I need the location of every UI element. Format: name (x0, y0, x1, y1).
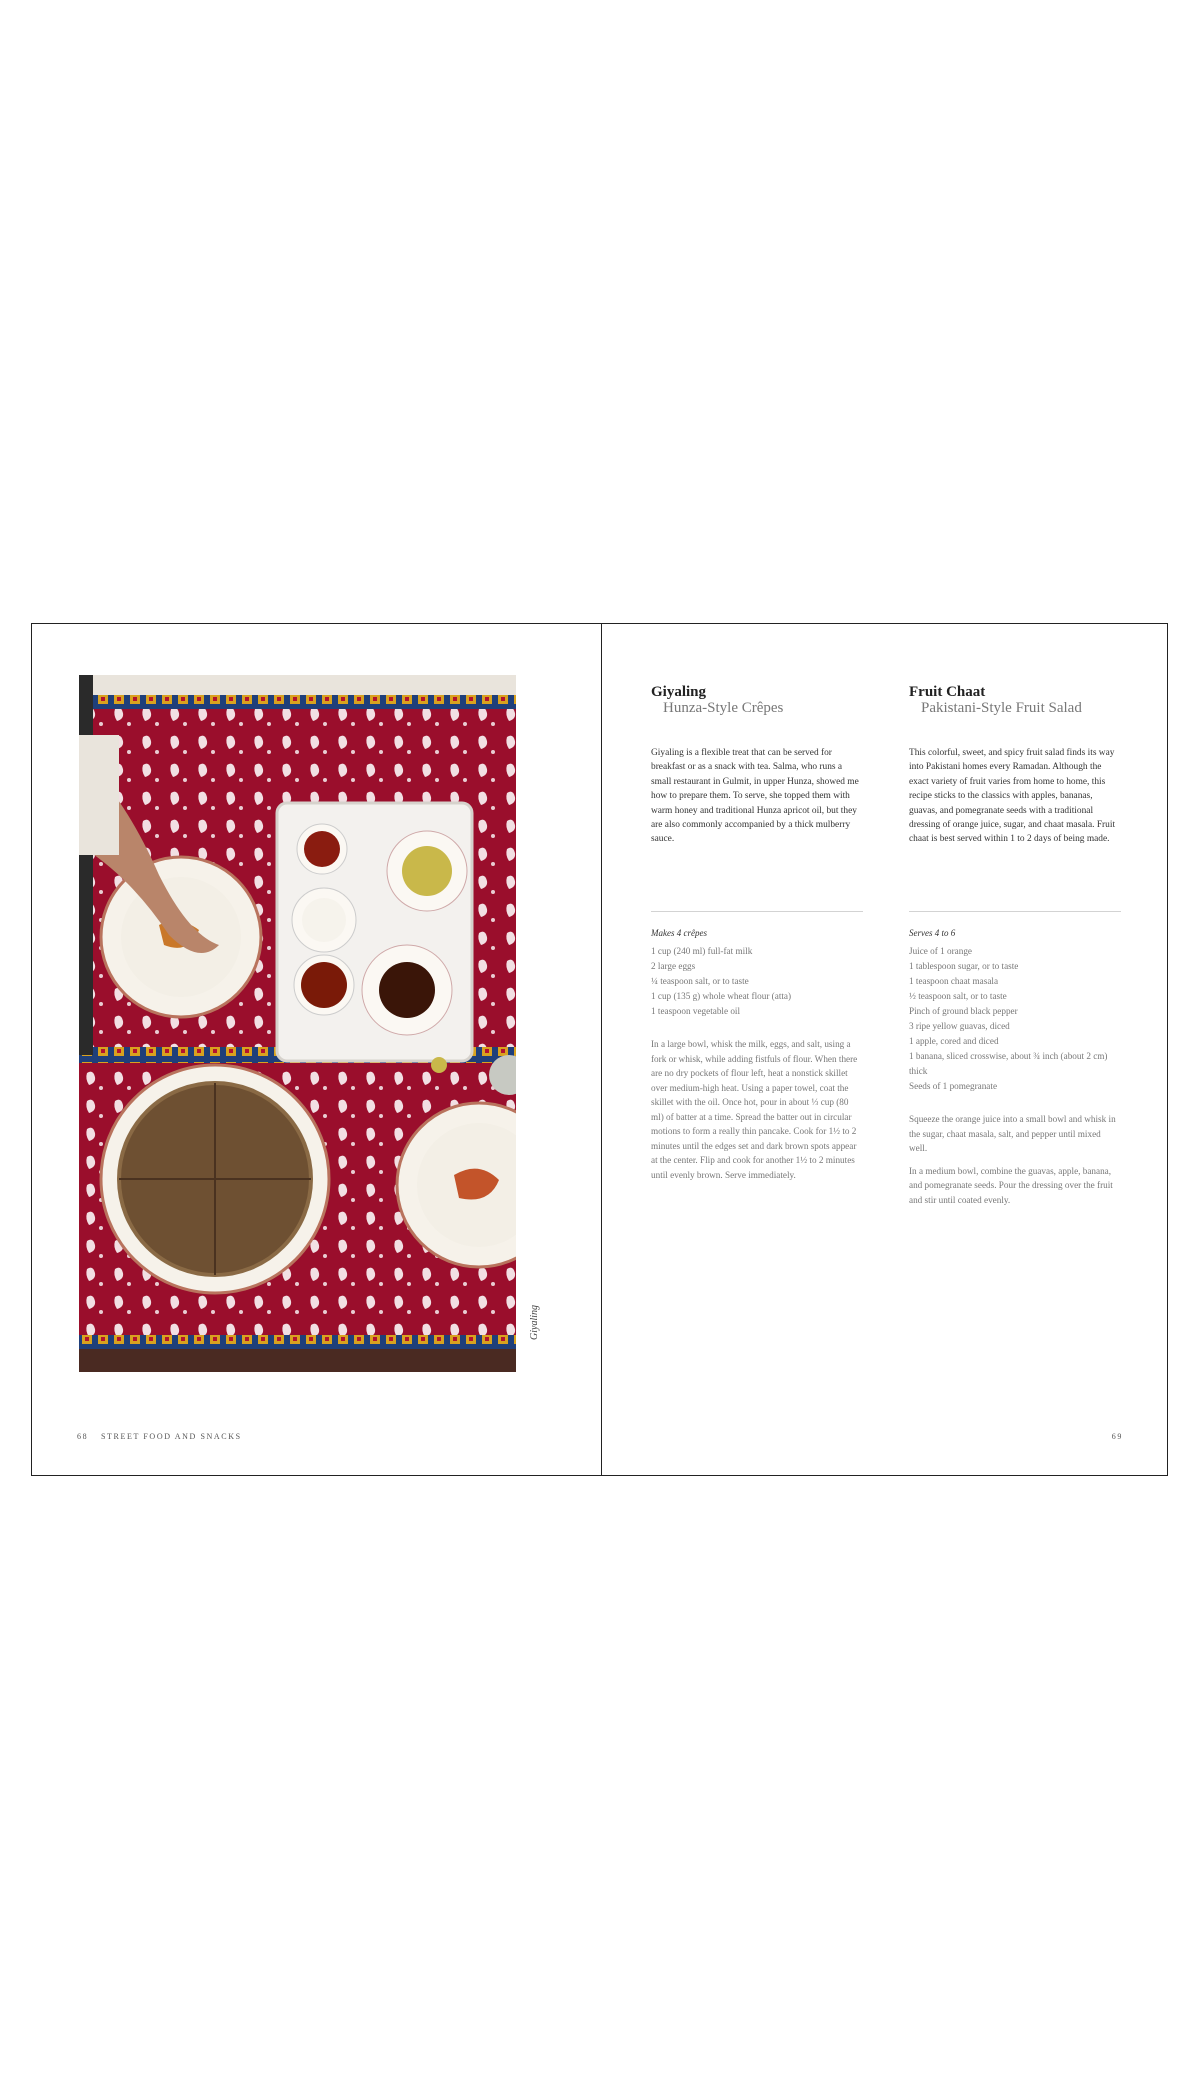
page-number-right: 69 (1111, 1432, 1123, 1441)
ingredient-item: 3 ripe yellow guavas, diced (909, 1021, 1010, 1031)
recipe-title: Giyaling (651, 684, 707, 700)
recipe-subtitle: Pakistani-Style Fruit Salad (921, 700, 1082, 716)
ingredient-item: 1 cup (135 g) whole wheat flour (atta) (651, 991, 792, 1001)
ingredient-item: 1 cup (240 ml) full-fat milk (651, 946, 753, 956)
ingredient-item: 1 apple, cored and diced (909, 1036, 999, 1046)
recipe-subtitle: Hunza-Style Crêpes (663, 700, 784, 716)
method-paragraph: In a medium bowl, combine the guavas, apple, banana, and pomegranate seeds. Pour the dressing over the fruit and stir until coated evenly. (909, 1165, 1113, 1205)
recipe-method (651, 1037, 863, 1182)
ingredient-list (651, 944, 863, 1019)
page-number-left: 68 (77, 1432, 89, 1441)
giyaling-photo (79, 675, 516, 1372)
ingredient-item: 1 teaspoon vegetable oil (651, 1006, 741, 1016)
photo-caption: Giyaling (529, 1305, 540, 1340)
ingredient-list (909, 944, 1121, 1094)
ingredient-item: 1 teaspoon chaat masala (909, 976, 999, 986)
method-paragraph: In a large bowl, whisk the milk, eggs, and salt, using a fork or whisk, while adding fistfuls of flour. When there are no dry pockets of flour left, heat a nonstick skillet over medium-high heat. Using a paper towel, coat the skillet with the oil. Once hot, pour in about ⅓ cup (80 ml) of batter at a time. Spread the batter out in circular motions to form a really thin pancake. Cook for 1½ to 2 minutes until the edges set and dark brown spots appear at the center. Flip and cook for another 1½ to 2 minutes until evenly brown. Serve immediately. (651, 1039, 858, 1180)
book-spread (31, 623, 1168, 1476)
section-title: STREET FOOD AND SNACKS (101, 1432, 242, 1441)
recipe-intro: This colorful, sweet, and spicy fruit salad finds its way into Pakistani homes every Ramadan. Although the exact variety of fruit varies from home to home, this recipe sticks to the classics with apples, bananas, guavas, and pomegranate seeds with a traditional dressing of orange juice, sugar, and chaat masala. Fruit chaat is best served within 1 to 2 days of being made. (909, 748, 1116, 845)
food-photo-illustration (79, 675, 516, 1372)
method-paragraph: Squeeze the orange juice into a small bowl and whisk in the sugar, chaat masala, salt, and pepper until mixed well. (909, 1114, 1116, 1153)
left-page (32, 624, 602, 1475)
recipe-fruit-chaat (909, 684, 1121, 1215)
divider (909, 911, 1121, 912)
ingredient-item: 1 banana, sliced crosswise, about ¾ inch (about 2 cm) thick (909, 1051, 1108, 1076)
right-page (601, 624, 1167, 1475)
recipe-method (909, 1112, 1121, 1207)
recipe-yield: Makes 4 crêpes (651, 928, 707, 938)
recipe-intro: Giyaling is a flexible treat that can be served for breakfast or as a snack with tea. Salma, who runs a small restaurant in Gulmit, in upper Hunza, showed me how to prepare them. To serve, she topped them with warm honey and traditional Hunza apricot oil, but they are also commonly accompanied by a thick mulberry sauce. (651, 748, 859, 845)
ingredient-item: Pinch of ground black pepper (909, 1006, 1018, 1016)
divider (651, 911, 863, 912)
ingredient-item: 2 large eggs (651, 961, 696, 971)
recipe-yield: Serves 4 to 6 (909, 928, 956, 938)
recipe-giyaling (651, 684, 863, 1190)
recipe-title: Fruit Chaat (909, 684, 986, 700)
ingredient-item: Juice of 1 orange (909, 946, 973, 956)
ingredient-item: Seeds of 1 pomegranate (909, 1081, 998, 1091)
ingredient-item: ¼ teaspoon salt, or to taste (651, 976, 749, 986)
ingredient-item: ½ teaspoon salt, or to taste (909, 991, 1007, 1001)
ingredient-item: 1 tablespoon sugar, or to taste (909, 961, 1019, 971)
